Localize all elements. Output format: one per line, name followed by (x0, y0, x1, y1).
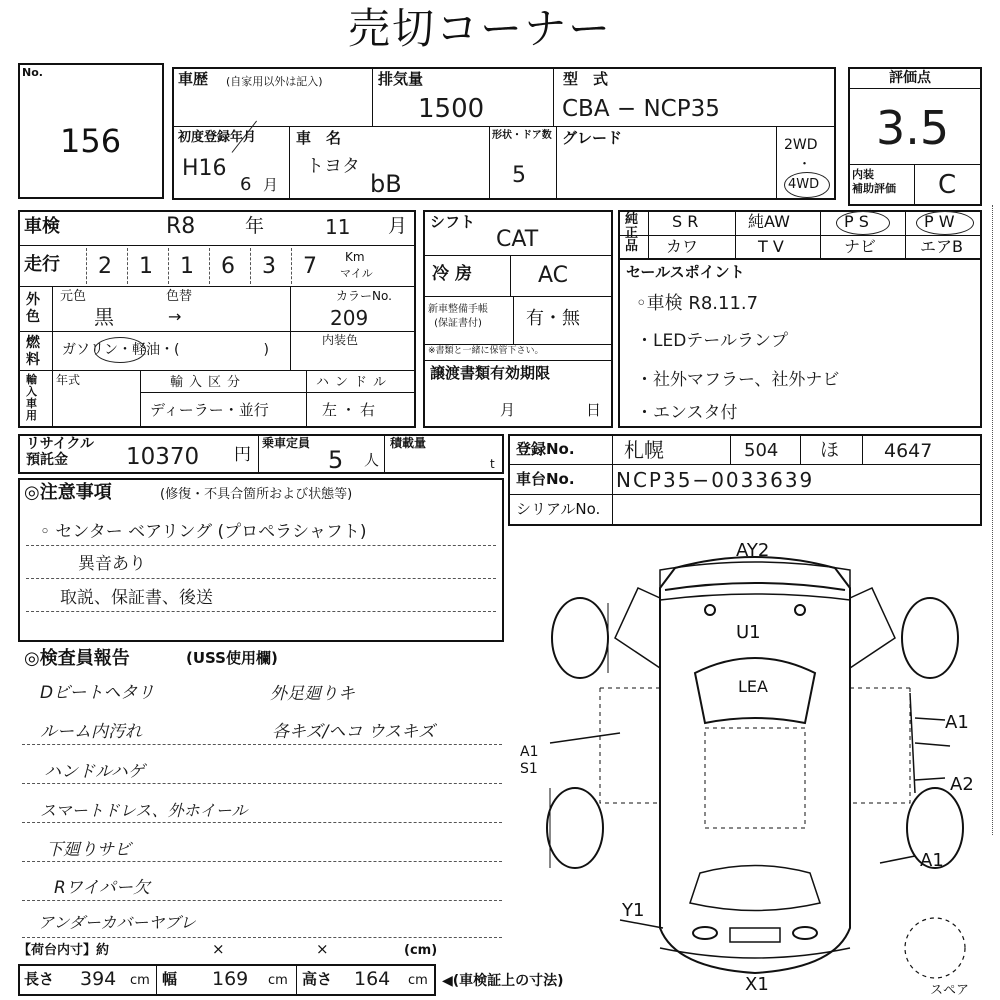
first-reg-year: H16 (182, 156, 227, 181)
inspector-title: ◎検査員報告 (24, 648, 130, 669)
height-unit: cm (408, 973, 428, 988)
manual-note: ※書類と一緒に保管下さい。 (428, 346, 544, 356)
length-value: 394 (80, 968, 117, 990)
caution-title: ◎注意事項 (24, 482, 112, 503)
first-reg-label: 初度登録年月 (178, 130, 257, 145)
displacement-label: 排気量 (378, 70, 424, 88)
shaken-month-unit: 月 (388, 215, 408, 237)
width-value: 169 (212, 968, 249, 990)
score-value: 3.5 (876, 101, 950, 155)
mileage-unit-km: Km (345, 250, 365, 264)
shaken-label: 車検 (24, 216, 60, 237)
mileage-digit: 3 (262, 254, 276, 279)
damage-mark: A1 (520, 744, 539, 760)
cargo-times-1: × (212, 940, 225, 958)
transfer-day: 日 (586, 401, 602, 419)
capacity-unit: 人 (364, 451, 380, 469)
option-sr: S R (672, 212, 699, 231)
option-navi: ナビ (844, 237, 877, 256)
width-label: 幅 (162, 970, 178, 988)
damage-mark: A2 (950, 774, 974, 795)
doors-value: 5 (512, 163, 526, 188)
first-reg-month-unit: 月 (263, 176, 279, 194)
doors-label: 形状・ドア数 (492, 130, 552, 141)
cargo-label: 【荷台内寸】約 (18, 943, 110, 958)
inspector-note-right: 外足廻りキ (270, 684, 355, 704)
damage-mark: A1 (920, 850, 944, 871)
inspector-note-left: Rワイパー欠 (54, 878, 150, 898)
lot-label: No. (22, 66, 43, 79)
shaken-year: R8 (166, 214, 196, 239)
option-alloy-wheels: 純AW (748, 212, 790, 231)
mileage-digit: 7 (303, 254, 317, 279)
history-label: 車歴 (178, 70, 209, 88)
import-kubun-label: 輸入区分 (170, 375, 247, 390)
handle-value: 左・右 (322, 401, 380, 419)
mileage-digits (86, 248, 332, 284)
option-circle (836, 211, 890, 235)
orig-color-value: 黒 (94, 305, 114, 329)
color-arrow: → (168, 307, 182, 326)
chassis-value: NCP35−0033639 (616, 468, 815, 492)
option-tv: T V (758, 237, 784, 256)
caution-line: ◦ センター ベアリング (プロペラシャフト) (40, 522, 367, 542)
transfer-label: 譲渡書類有効期限 (430, 364, 551, 382)
recycle-unit: 円 (234, 445, 251, 465)
cargo-times-2: × (316, 940, 329, 958)
inspector-note-left: 下廻りサビ (46, 840, 131, 860)
caution-line: 異音あり (78, 554, 146, 574)
inspector-note-left: ルーム内汚れ (40, 722, 142, 742)
height-value: 164 (354, 968, 391, 990)
import-label: 輸入車用 (26, 373, 37, 423)
sales-point-item: ◦車検 R8.11.7 (636, 293, 759, 314)
width-unit: cm (268, 973, 288, 988)
drive-2wd: 2WD (784, 137, 818, 153)
import-kubun-value: ディーラー・並行 (150, 401, 269, 419)
drive-dot: ・ (798, 157, 812, 172)
option-power-windows: P W (924, 212, 955, 231)
inspector-note-left: アンダーカバーヤブレ (38, 913, 196, 932)
sales-point-item: ・LEDテールランプ (636, 331, 788, 351)
history-note: (自家用以外は記入) (226, 75, 323, 88)
damage-mark: S1 (520, 761, 538, 777)
options-side-label: 純正品 (625, 212, 639, 255)
shaken-year-unit: 年 (245, 215, 265, 237)
option-power-steering: P S (844, 212, 869, 231)
car-condition-diagram (520, 528, 990, 998)
load-label: 積載量 (390, 436, 427, 450)
load-unit: t (490, 457, 495, 471)
score-label: 評価点 (889, 70, 931, 86)
color-code-value: 209 (330, 306, 369, 330)
capacity-value: 5 (328, 446, 344, 474)
registration-number: 4647 (884, 440, 933, 462)
fuel-label: 燃料 (26, 335, 40, 368)
registration-region: 札幌 (624, 438, 664, 462)
ac-value: AC (538, 263, 569, 288)
interior-score-value: C (938, 170, 957, 200)
interior-score-label: 内装 補助評価 (852, 168, 896, 196)
length-unit: cm (130, 973, 150, 988)
grade-label: グレード (562, 129, 623, 147)
damage-mark: A1 (945, 712, 969, 733)
cargo-unit: (cm) (404, 943, 438, 958)
serial-label: シリアルNo. (516, 500, 601, 518)
caution-subtitle: (修復・不具合箇所および状態等) (160, 487, 353, 502)
inspector-note-right: 各キズ/ヘコ ウスキズ (272, 722, 435, 742)
car-maker: トヨタ (306, 156, 360, 177)
manual-value: 有・無 (526, 308, 580, 329)
inspector-note-left: スマートドレス、外ホイール (40, 801, 248, 820)
sales-points-label: セールスポイント (626, 263, 745, 281)
chassis-label: 車台No. (516, 470, 575, 488)
damage-mark: AY2 (736, 540, 770, 561)
interior-color-label: 内装色 (322, 333, 359, 347)
orig-color-label: 元色 (60, 289, 87, 304)
damage-mark: LEA (738, 677, 768, 696)
spare-label: スペア (930, 983, 970, 998)
caution-line: 取説、保証書、後送 (60, 588, 213, 608)
damage-mark: U1 (736, 622, 761, 643)
drive-circle (784, 172, 830, 198)
inspector-subtitle: (USS使用欄) (186, 649, 278, 667)
inspector-note-left: Dビートヘタリ (40, 683, 155, 703)
color-label: 外色 (26, 292, 40, 325)
displacement-value: 1500 (418, 94, 485, 124)
change-color-label: 色替 (166, 289, 193, 304)
import-year-label: 年式 (56, 373, 81, 387)
lot-number: 156 (60, 122, 122, 160)
registration-label: 登録No. (516, 440, 575, 458)
dims-note: ◀(車検証上の寸法) (442, 973, 564, 989)
registration-kana: ほ (820, 439, 840, 461)
recycle-label: リサイクル 預託金 (26, 436, 95, 469)
length-label: 長さ (24, 970, 55, 988)
mileage-digit: 1 (180, 254, 194, 279)
option-airbag: エアB (920, 237, 963, 256)
car-name-label: 車 名 (296, 129, 342, 147)
shaken-month: 11 (325, 215, 351, 239)
mileage-digit: 1 (139, 254, 153, 279)
right-edge-strip (992, 205, 999, 835)
registration-class: 504 (744, 440, 779, 461)
sales-point-item: ・社外マフラー、社外ナビ (636, 370, 840, 390)
page-title: 売切コーナー (348, 4, 613, 53)
handle-label: ハンドル (316, 375, 393, 390)
mileage-digit: 6 (221, 254, 235, 279)
mileage-unit-mile: マイル (340, 267, 373, 280)
fuel-circle (94, 337, 146, 363)
capacity-label: 乗車定員 (262, 436, 311, 450)
mileage-label: 走行 (24, 254, 60, 275)
drive-4wd: 4WD (788, 177, 820, 192)
transfer-month: 月 (500, 401, 516, 419)
option-leather: カワ (666, 237, 699, 256)
shift-value: CAT (496, 227, 539, 252)
inspector-note-left: ハンドルハゲ (44, 762, 145, 782)
recycle-value: 10370 (126, 444, 200, 470)
manual-label: 新車整備手帳 (保証書付) (428, 304, 488, 329)
shift-label: シフト (430, 213, 476, 231)
sales-point-item: ・エンスタ付 (636, 403, 738, 423)
ac-label: 冷房 (432, 264, 478, 284)
car-name-value: bB (370, 170, 402, 198)
first-reg-month: 6 (240, 174, 252, 195)
model-type-value: CBA − NCP35 (562, 96, 720, 122)
height-label: 高さ (302, 970, 333, 988)
color-code-label: カラーNo. (336, 289, 392, 303)
option-circle (916, 211, 974, 235)
mileage-digit: 2 (98, 254, 112, 279)
model-type-label: 型 式 (563, 70, 609, 88)
fuel-value: ガソリン・軽油・( ) (62, 342, 269, 358)
damage-mark: Y1 (622, 900, 645, 921)
damage-mark: X1 (745, 974, 769, 995)
